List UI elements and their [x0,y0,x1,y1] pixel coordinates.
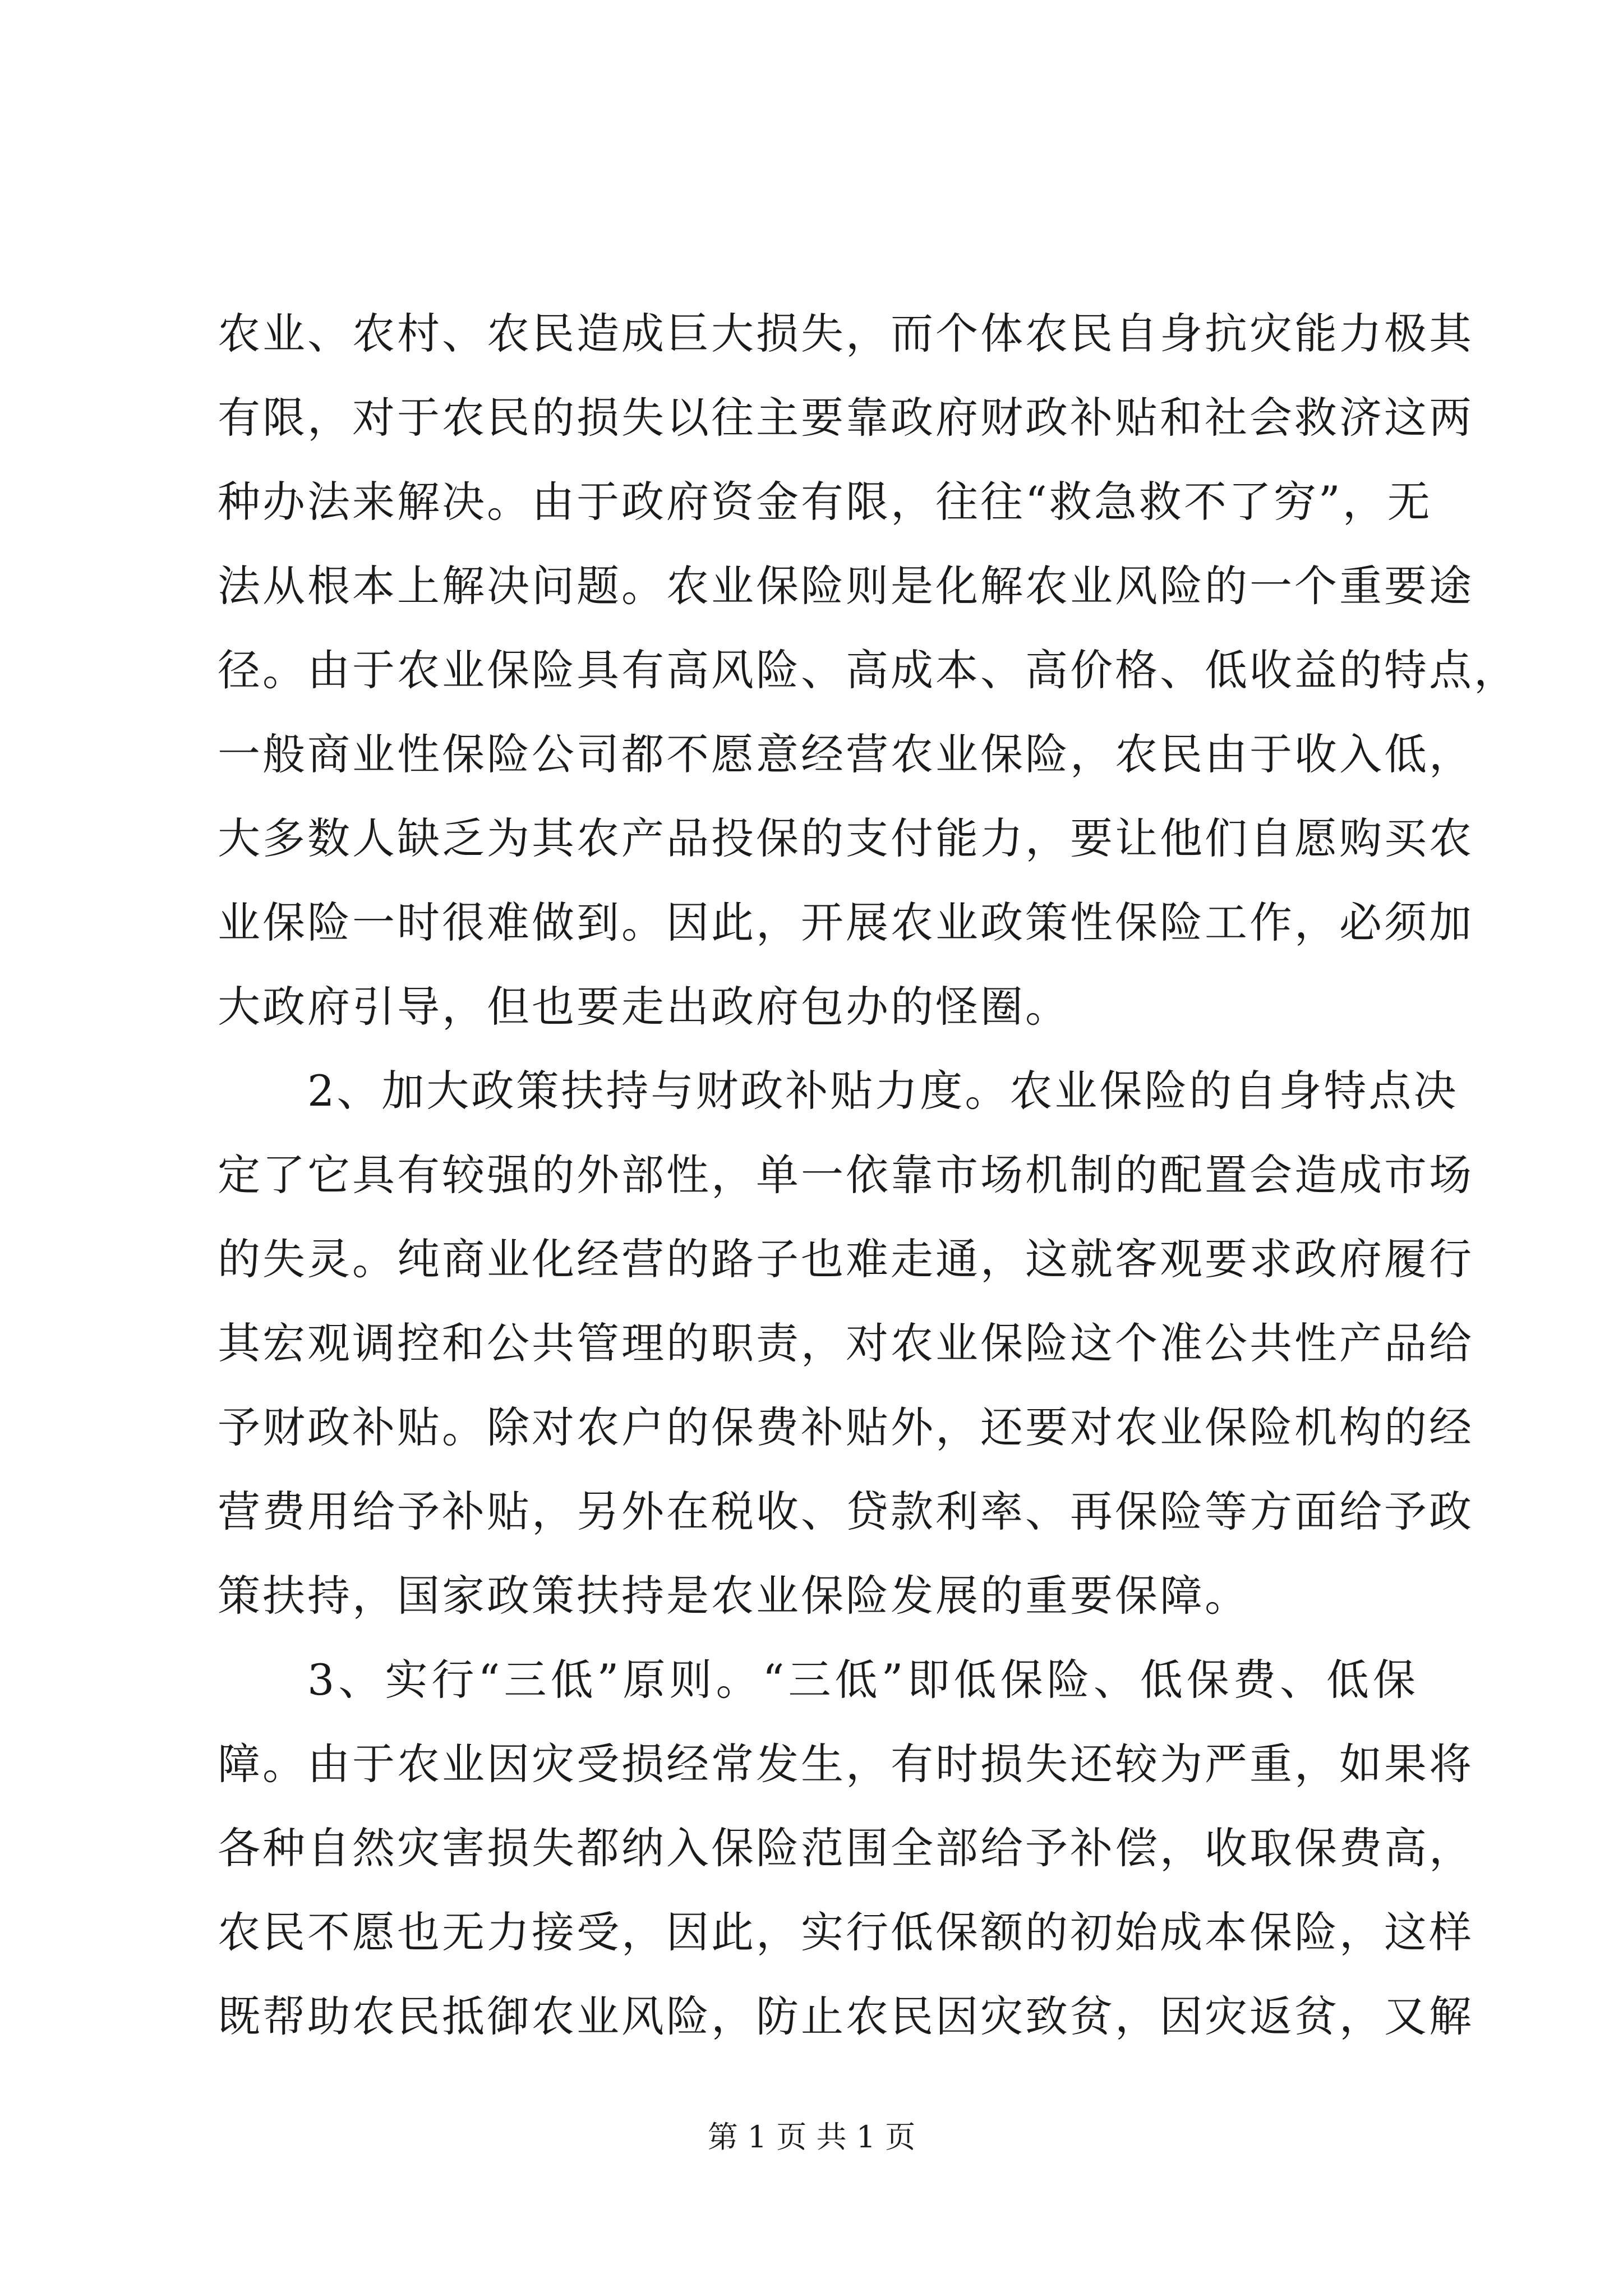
text-line: 一般商业性保险公司都不愿意经营农业保险，农民由于收入低， [218,729,1474,779]
text-line: 的失灵。纯商业化经营的路子也难走通，这就客观要求政府履行 [218,1234,1474,1284]
text-line: 予财政补贴。除对农户的保费补贴外，还要对农业保险机构的经 [218,1402,1474,1452]
text-line: 3、实行“三低”原则。“三低”即低保险、低保费、低保 [307,1655,1418,1705]
text-line: 大多数人缺乏为其农产品投保的支付能力，要让他们自愿购买农 [218,813,1474,863]
text-line: 径。由于农业保险具有高风险、高成本、高价格、低收益的特点， [218,645,1519,695]
text-line: 2、加大政策扶持与财政补贴力度。农业保险的自身特点决 [307,1066,1459,1116]
text-line: 既帮助农民抵御农业风险，防止农民因灾致贫，因灾返贫，又解 [218,1991,1474,2041]
text-line: 种办法来解决。由于政府资金有限，往往“救急救不了穷”，无 [218,477,1432,527]
text-line: 大政府引导，但也要走出政府包办的怪圈。 [218,982,1070,1032]
text-line: 各种自然灾害损失都纳入保险范围全部给予补偿，收取保费高， [218,1823,1474,1873]
text-line: 定了它具有较强的外部性，单一依靠市场机制的配置会造成市场 [218,1150,1474,1200]
page-footer: 第 1 页 共 1 页 [707,2119,916,2155]
text-line: 农业、农村、农民造成巨大损失，而个体农民自身抗灾能力极其 [218,309,1474,358]
text-line: 障。由于农业因灾受损经常发生，有时损失还较为严重，如果将 [218,1739,1474,1789]
text-line: 其宏观调控和公共管理的职责，对农业保险这个准公共性产品给 [218,1318,1474,1368]
text-line: 法从根本上解决问题。农业保险则是化解农业风险的一个重要途 [218,561,1474,611]
text-line: 营费用给予补贴，另外在税收、贷款利率、再保险等方面给予政 [218,1487,1474,1536]
text-line: 有限，对于农民的损失以往主要靠政府财政补贴和社会救济这两 [218,393,1474,443]
text-line: 农民不愿也无力接受，因此，实行低保额的初始成本保险，这样 [218,1907,1474,1957]
text-line: 业保险一时很难做到。因此，开展农业政策性保险工作，必须加 [218,898,1474,947]
body-text [218,292,1519,2059]
text-line: 策扶持，国家政策扶持是农业保险发展的重要保障。 [218,1571,1249,1621]
